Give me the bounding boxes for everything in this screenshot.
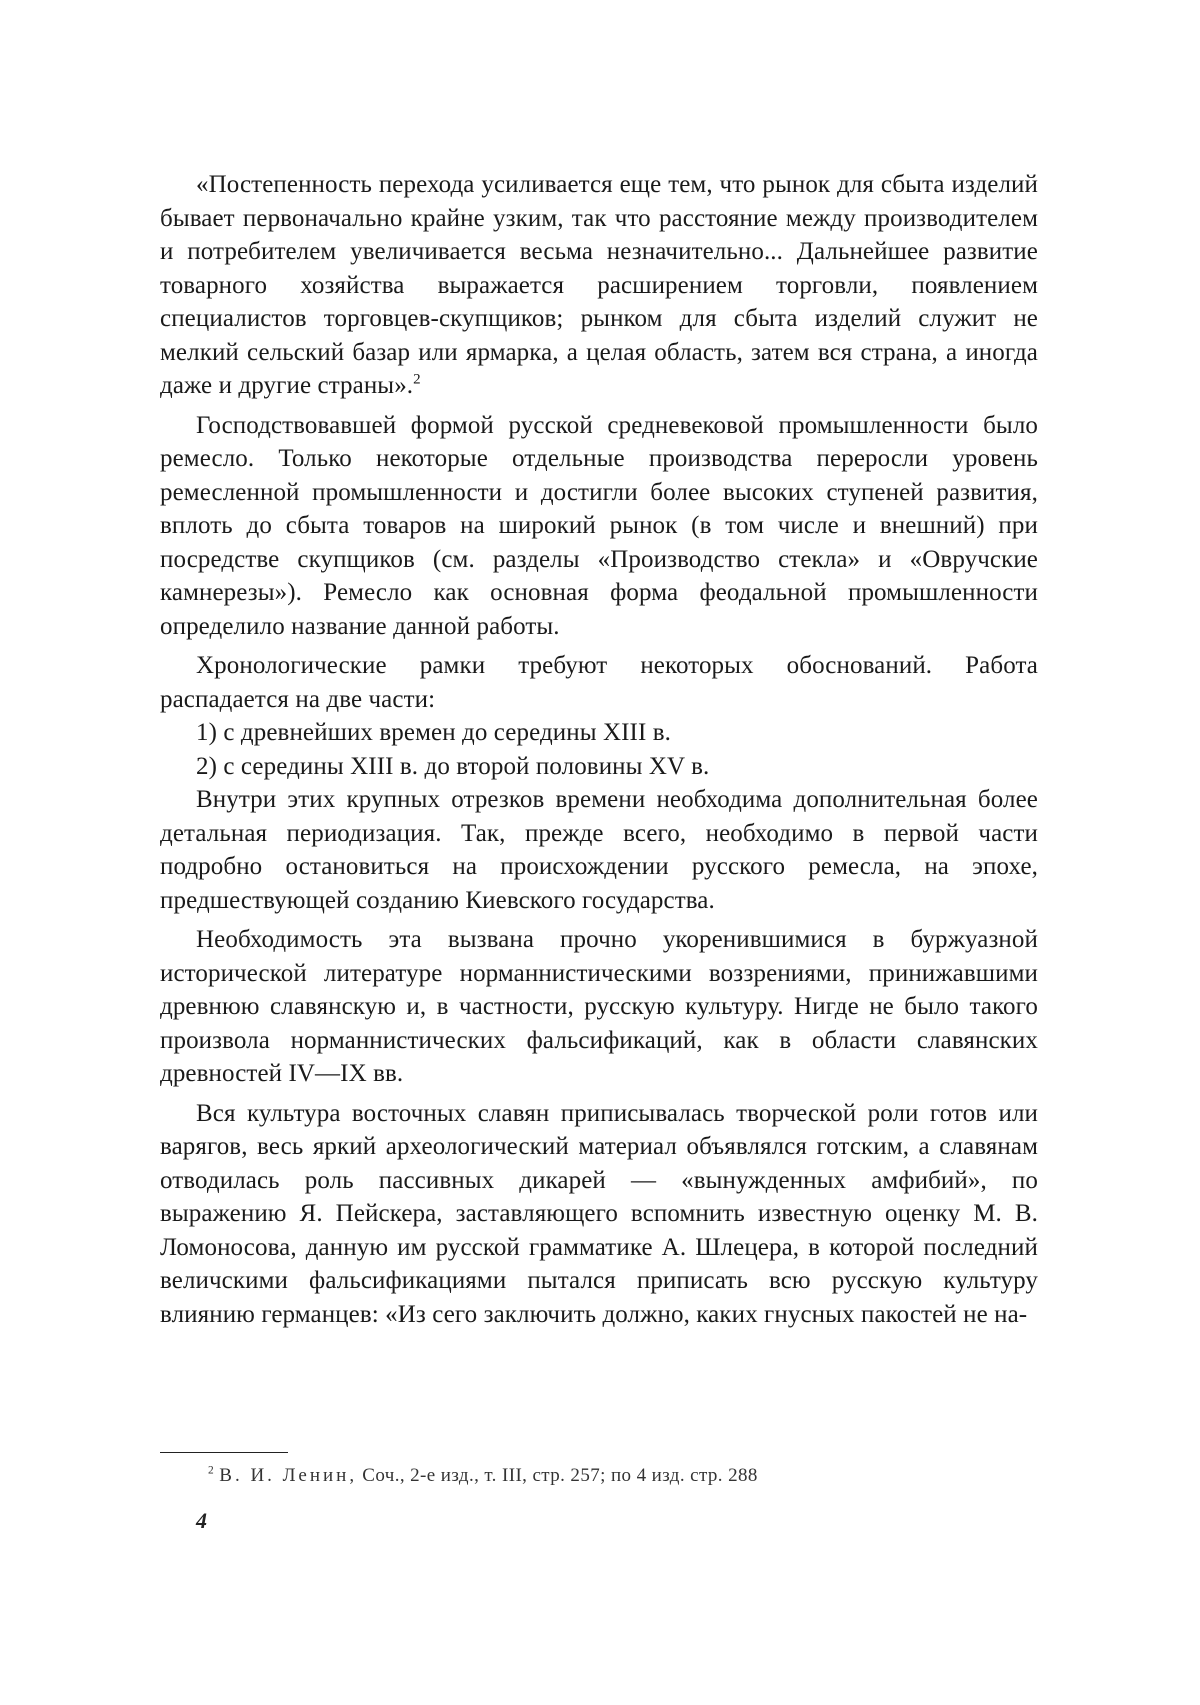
- footnote-reference: 2: [413, 371, 421, 388]
- paragraph-quote-text: «Постепенность перехода усиливается еще тем, что рынок для сбыта изделий бывает первоначально крайне узким, так что расстояние между производителем и потребителем увеличивается весьма незначительно... Дальнейшее развитие товарного хозяйства выражается расширением торговли, появлением специалистов торговцев-скупщиков; рынком для сбыта изделий служит не мелкий сельский базар или ярмарка, а целая область, затем вся страна, а иногда даже и другие страны».: [160, 171, 1038, 399]
- list-item-part-one: 1) с древнейших времен до середины XIII в.: [196, 719, 672, 746]
- page-number: 4: [196, 1508, 207, 1533]
- footnote-divider: [160, 1452, 288, 1453]
- paragraph-chronology: Хронологические рамки требуют некоторых обоснований. Работа распадается на две части:: [160, 652, 1038, 713]
- footnote: [208, 1463, 1028, 1489]
- footnote-citation: Соч., 2-е изд., т. III, стр. 257; по 4 изд. стр. 288: [362, 1465, 758, 1486]
- paragraph-culture: Вся культура восточных славян приписывалась творческой роли готов или варягов, весь яркий археологический материал объявлялся готским, а славянам отводилась роль пассивных дикарей — «вынужденных амфибий», по выражению Я. Пейскера, заставляющего вспомнить известную оценку М. В. Ломоносова, данную им русской грамматике А. Шлецера, в которой последний величскими фальсификациями пытался приписать всю русскую культуру влиянию германцев: «Из сего заключить должно, каких гнусных пакостей не на-: [160, 1099, 1038, 1328]
- paragraph-periodization: Внутри этих крупных отрезков времени необходима дополнительная более детальная периодизация. Так, прежде всего, необходимо в первой части подробно остановиться на происхождении русского ремесла, на эпохе, предшествующей созданию Киевского государства.: [160, 786, 1038, 914]
- paragraph-normanism: Необходимость эта вызвана прочно укоренившимися в буржуазной исторической литературе норманнистическими воззрениями, принижавшими древнюю славянскую и, в частности, русскую культуру. Нигде не было такого произвола норманнистических фальсификаций, как в области славянских древностей IV—IX вв.: [160, 926, 1038, 1087]
- footnote-author: В. И. Ленин,: [219, 1465, 358, 1486]
- body-text: [160, 168, 1038, 1331]
- paragraph-quote: [160, 168, 1038, 403]
- list-item-part-two: 2) с середины XIII в. до второй половины XV в.: [196, 752, 710, 780]
- footnote-marker: 2: [208, 1464, 215, 1477]
- paragraph-crafts: Господствовавшей формой русской средневековой промышленности было ремесло. Только некоторые отдельные производства переросли уровень ремесленной промышленности и достигли более высоких ступеней развития, вплоть до сбыта товаров на широкий рынок (в том числе и внешний) при посредстве скупщиков (см. разделы «Производство стекла» и «Овручские камнерезы»). Ремесло как основная форма феодальной промышленности определило название данной работы.: [160, 411, 1038, 640]
